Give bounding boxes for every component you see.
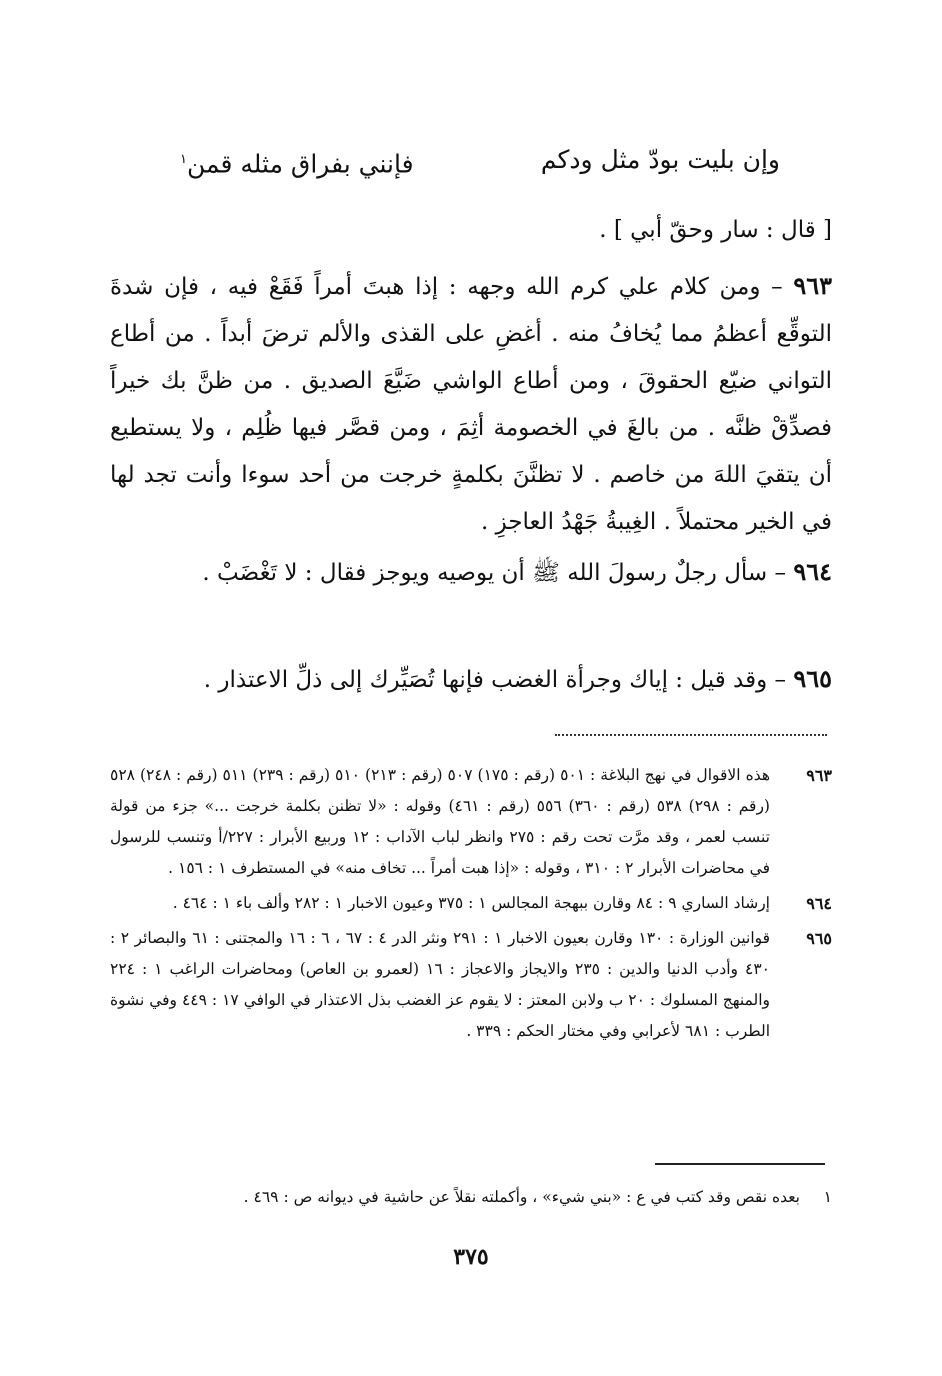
footnote-separator: [655, 1163, 825, 1165]
footnote-text: بعده نقص وقد كتب في ع : «بني شيء» ، وأكملته نقلاً عن حاشية في ديوانه ص : ٤٦٩ .: [243, 1188, 800, 1206]
paragraph-965: [110, 655, 832, 704]
paragraph-964: [110, 548, 832, 597]
note-text: هذه الاقوال في نهج البلاغة : ٥٠١ (رقم : ١٧٥) ٥٠٧ (رقم : ٢١٣) ٥١٠ (رقم : ٢٣٩) ٥١١ (رقم : ٢٤٨) ٥٢٨ (رقم : ٢٩٨) ٥٣٨ (رقم : ٣٦٠) ٥٥٦ (رقم : ٤٦١) وقوله : «لا تظنن بكلمة خرجت ...» جزء من قولة تنسب لعمر ، وقد مرَّت تحت رقم : ٢٧٥ وانظر لباب الآداب : ١٢ وربيع الأبرار : ٢٢٧/أ وتنسب للرسول في محاضرات الأبرار ٢ : ٣١٠ ، وقوله : «إذا هبت أمراً ... تخاف منه» في المستطرف ١ : ١٥٦ .: [110, 766, 770, 877]
paragraph-text: – سأل رجلٌ رسولَ الله ﷺ أن يوصيه ويوجز فقال : لا تَغْضَبْ .: [202, 560, 794, 586]
paragraph-number: ٩٦٤: [793, 557, 832, 586]
dotted-separator: [555, 734, 827, 736]
paragraph-number: ٩٦٥: [793, 664, 832, 693]
footnote-number: ١: [823, 1188, 832, 1206]
source-note-964: [110, 888, 832, 919]
verse-second-hemistich: فإنني بفراق مثله قمن: [186, 149, 414, 179]
note-text: قوانين الوزارة : ١٣٠ وقارن بعيون الاخبار ١ : ٢٩١ ونثر الدر ٤ : ٦٧ ، ٦ : ١٦ والمجتنى : ٦١ والبصائر ٢ : ٤٣٠ وأدب الدنيا والدين : ٢٣٥ والايجاز والاعجاز : ١٦ (لعمرو بن العاص) ومحاضرات الراغب ١ : ٢٢٤ والمنهج المسلوك : ٢٠ ب ولابن المعتز : لا يقوم عز الغضب بذل الاعتذار في الوافي ١٧ : ٤٤٩ وفي نشوة الطرب : ٦٨١ لأعرابي وفي مختار الحكم : ٣٣٩ .: [110, 929, 771, 1040]
note-text: إرشاد الساري ٩ : ٨٤ وقارن ببهجة المجالس ١ : ٣٧٥ وعيون الاخبار ١ : ٢٨٢ وألف باء ١ : ٤٦٤ .: [172, 894, 770, 912]
variant-reading-note: [ قال : سار وحقّ أبي ] .: [599, 217, 832, 243]
source-note-965: [110, 923, 832, 1047]
footnote-marker: ١: [180, 152, 187, 167]
poetry-verse: [180, 140, 780, 180]
footnote: [110, 1182, 832, 1212]
page-number: ٣٧٥: [453, 1244, 489, 1270]
note-number: ٩٦٥: [806, 929, 832, 948]
note-number: ٩٦٤: [806, 894, 832, 913]
source-note-963: [110, 760, 832, 884]
verse-second-hemistich-wrap: [180, 140, 414, 184]
paragraph-text: – وقد قيل : إياك وجرأة الغضب فإنها تُصَيِّرك إلى ذلِّ الاعتذار .: [203, 667, 794, 693]
note-number: ٩٦٣: [806, 766, 832, 785]
verse-first-hemistich: وإن بليت بودّ مثل ودكم: [540, 145, 780, 174]
paragraph-number: ٩٦٣: [793, 271, 832, 300]
paragraph-963: [110, 262, 832, 546]
source-notes: [110, 760, 832, 1051]
paragraph-text: – ومن كلام علي كرم الله وجهه : إذا هبتَ أمراً فَقَعْ فيه ، فإن شدةَ التوقِّع أعظمُ مما يُخافُ منه . أغضِ على القذى والألم ترضَ أبداً . من أطاع التواني ضيّع الحقوقَ ، ومن أطاع الواشي ضَيَّعَ الصديق . من ظنَّ بك خيراً فصدِّقْ ظنَّه . من بالغَ في الخصومة أثِمَ ، ومن قصَّر فيها ظُلِم ، ولا يستطيع أن يتقيَ اللهَ من خاصم . لا تظنَّنَ بكلمةٍ خرجت من أحد سوءا وأنت تجد لها في الخير محتملاً . الغِيبةُ جَهْدُ العاجزِ .: [110, 274, 832, 535]
